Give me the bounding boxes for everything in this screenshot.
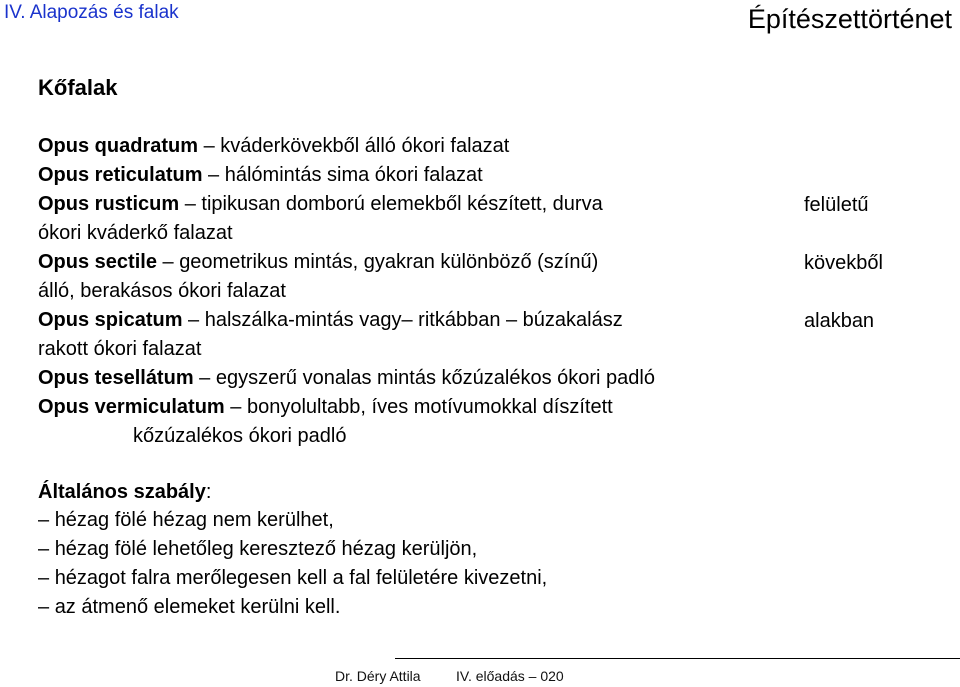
entry-desc: geometrikus mintás, gyakran különböző (színű): [179, 251, 599, 273]
page-title: Kőfalak: [38, 75, 118, 100]
rules-title: Általános szabály: [38, 481, 206, 503]
entry-opus-tesellatum: Opus tesellátum – egyszerű vonalas mintás kőzúzalékos ókori padló: [38, 367, 655, 389]
entry-opus-sectile: Opus sectile – geometrikus mintás, gyakran különböző (színű): [38, 251, 599, 273]
right-column-word: kövekből: [804, 252, 883, 274]
entry-term: Opus rusticum: [38, 193, 180, 215]
course-title: Építészettörténet: [747, 4, 952, 34]
entry-term: Opus reticulatum: [38, 164, 203, 186]
rule-text: hézag fölé lehetőleg keresztező hézag kerüljön,: [54, 538, 478, 560]
rules-heading: [38, 481, 211, 504]
entry-opus-reticulatum: Opus reticulatum – hálómintás sima ókori falazat: [38, 164, 483, 186]
entry-opus-spicatum: Opus spicatum – halszálka-mintás vagy– ritkábban – búzakalász: [38, 309, 623, 331]
rule-item: – hézagot falra merőlegesen kell a fal felületére kivezetni,: [38, 567, 548, 589]
rule-text: az átmenő elemeket kerülni kell.: [54, 596, 341, 618]
rule-text: hézag fölé hézag nem kerülhet,: [54, 509, 334, 531]
entry-desc: tipikusan domború elemekből készített, durva: [201, 193, 603, 215]
footer-author: Dr. Déry Attila: [335, 668, 421, 684]
right-column-word: alakban: [804, 310, 875, 332]
footer-divider: [395, 658, 960, 659]
footer-page-number: 020: [540, 668, 564, 684]
entry-term: Opus vermiculatum: [38, 396, 225, 418]
entry-opus-rusticum: Opus rusticum – tipikusan domború elemekből készített, durva: [38, 193, 603, 215]
footer-lecture-label: IV. előadás: [456, 668, 525, 684]
entry-opus-vermiculatum: Opus vermiculatum – bonyolultabb, íves motívumokkal díszített: [38, 396, 613, 418]
rule-item: – az átmenő elemeket kerülni kell.: [38, 596, 341, 618]
rules-colon: :: [205, 481, 212, 503]
entry-continuation: ókori kváderkő falazat: [38, 222, 233, 244]
entry-desc: bonyolultabb, íves motívumokkal díszített: [246, 396, 613, 418]
entry-desc: halszálka-mintás vagy– ritkábban – búzakalász: [204, 309, 623, 331]
entry-term: Opus tesellátum: [38, 367, 194, 389]
right-column-word: felületű: [804, 194, 869, 216]
entry-desc: egyszerű vonalas mintás kőzúzalékos ókori padló: [215, 367, 655, 389]
rule-text: hézagot falra merőlegesen kell a fal felületére kivezetni,: [54, 567, 548, 589]
entry-desc: kváderkövekből álló ókori falazat: [220, 135, 510, 157]
entry-term: Opus sectile: [38, 251, 157, 273]
entry-term: Opus quadratum: [38, 135, 199, 157]
rule-item: – hézag fölé hézag nem kerülhet,: [38, 509, 334, 531]
entry-continuation: rakott ókori falazat: [38, 338, 202, 360]
entry-opus-quadratum: Opus quadratum – kváderkövekből álló ókori falazat: [38, 135, 510, 157]
rule-item: – hézag fölé lehetőleg keresztező hézag kerüljön,: [38, 538, 478, 560]
section-header: IV. Alapozás és falak: [4, 2, 179, 23]
footer-lecture: IV. előadás – 020: [456, 668, 564, 684]
entry-continuation: álló, berakásos ókori falazat: [38, 280, 286, 302]
entry-desc: hálómintás sima ókori falazat: [224, 164, 483, 186]
entry-term: Opus spicatum: [38, 309, 183, 331]
entry-continuation: kőzúzalékos ókori padló: [133, 425, 347, 447]
